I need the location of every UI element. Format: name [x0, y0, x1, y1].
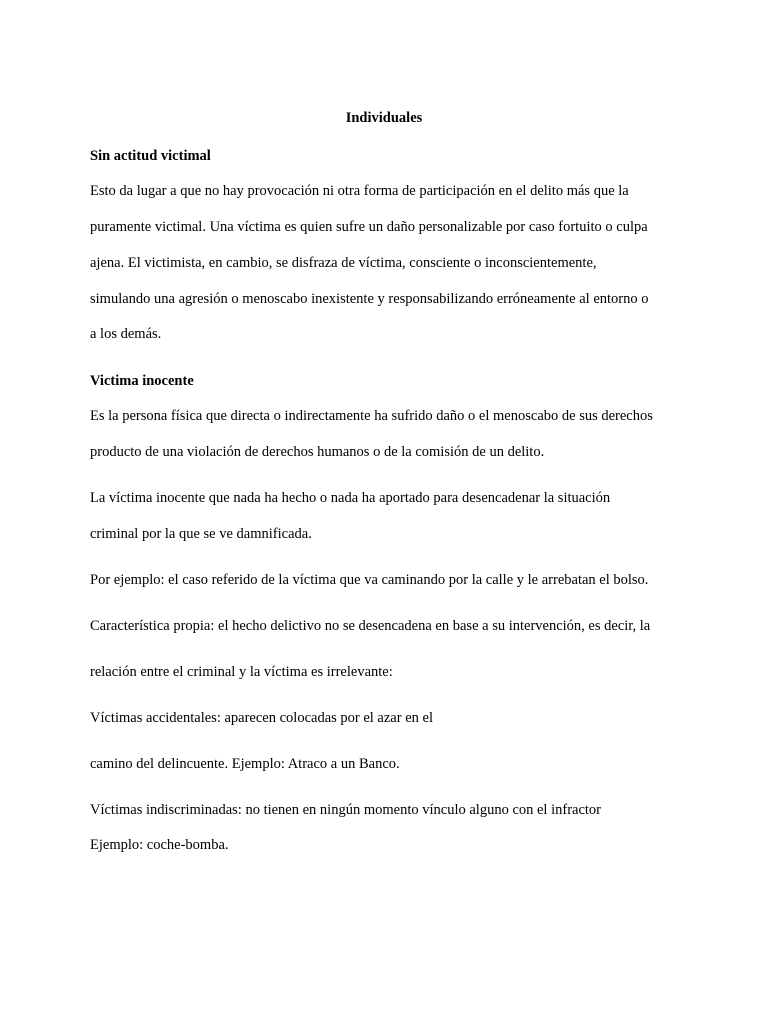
paragraph-line: producto de una violación de derechos humanos o de la comisión de un delito. [90, 444, 545, 460]
paragraph-line: camino del delincuente. Ejemplo: Atraco a un Banco. [90, 756, 400, 772]
paragraph-line: criminal por la que se ve damnificada. [90, 526, 312, 542]
paragraph-line: Esto da lugar a que no hay provocación ni otra forma de participación en el delito más que la [90, 183, 629, 199]
paragraph-line: Por ejemplo: el caso referido de la víctima que va caminando por la calle y le arrebatan el bolso. [90, 572, 649, 588]
paragraph-line: relación entre el criminal y la víctima es irrelevante: [90, 664, 393, 680]
paragraph-line: a los demás. [90, 326, 162, 342]
paragraph-line: puramente victimal. Una víctima es quien sufre un daño personalizable por caso fortuito o culpa [90, 219, 648, 235]
paragraph-line: Ejemplo: coche-bomba. [90, 837, 229, 853]
paragraph-line: Característica propia: el hecho delictivo no se desencadena en base a su intervención, es decir, la [90, 618, 651, 634]
document-title: Individuales [345, 110, 423, 126]
paragraph-line: Víctimas accidentales: aparecen colocadas por el azar en el [90, 710, 433, 726]
section-heading-sin-actitud-victimal: Sin actitud victimal [90, 148, 211, 164]
paragraph-line: Víctimas indiscriminadas: no tienen en ningún momento vínculo alguno con el infractor [90, 802, 602, 818]
paragraph-line: simulando una agresión o menoscabo inexistente y responsabilizando erróneamente al entorno o [90, 291, 649, 307]
section-heading-victima-inocente: Victima inocente [90, 373, 194, 389]
paragraph-line: Es la persona física que directa o indirectamente ha sufrido daño o el menoscabo de sus derechos [90, 408, 653, 424]
paragraph-line: ajena. El victimista, en cambio, se disfraza de víctima, consciente o inconscientemente, [90, 255, 597, 271]
paragraph-line: La víctima inocente que nada ha hecho o nada ha aportado para desencadenar la situación [90, 490, 611, 506]
